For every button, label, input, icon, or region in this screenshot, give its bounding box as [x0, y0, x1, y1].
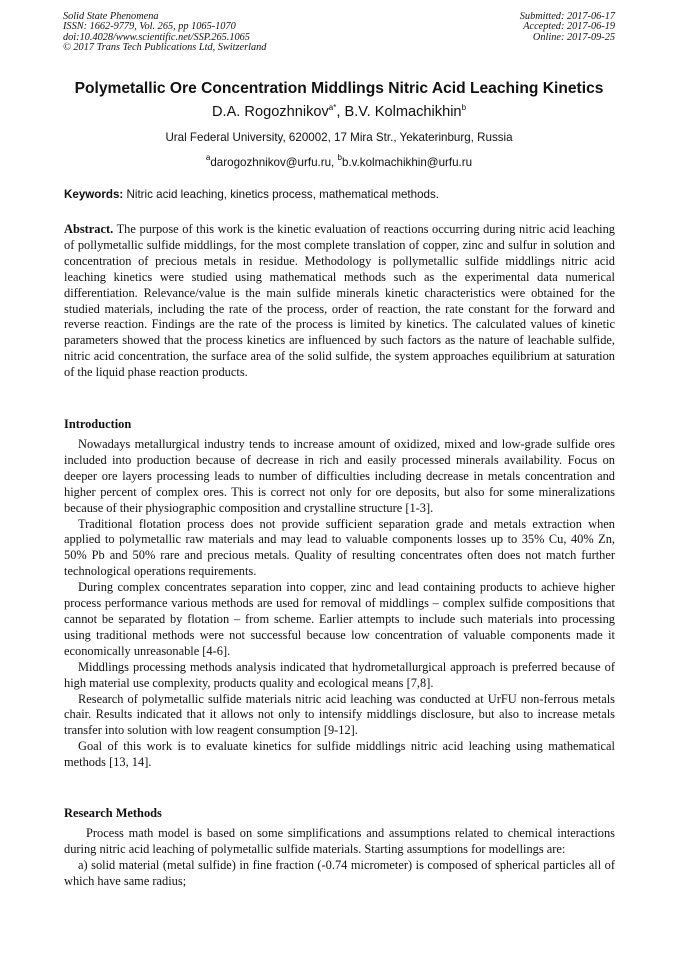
affiliation: Ural Federal University, 620002, 17 Mira Str., Yekaterinburg, Russia — [165, 131, 513, 144]
email-a[interactable]: darogozhnikov@urfu.ru, — [210, 156, 338, 169]
methods-paragraph: Process math model is based on some simplifications and assumptions related to chemical interactions during nitric acid leaching of polymetallic sulfide materials. Starting assumptions for modellings are: — [64, 826, 615, 856]
online-date: Online: 2017-09-25 — [532, 31, 615, 43]
keywords — [64, 188, 615, 201]
journal-name: Solid State Phenomena — [63, 11, 159, 22]
author-2-marker: b — [461, 103, 467, 112]
author-emails — [40, 153, 638, 169]
email-b[interactable]: b.v.kolmachikhin@urfu.ru — [341, 156, 473, 169]
abstract-label: Abstract. — [64, 222, 114, 236]
methods-list-item: a) solid material (metal sulfide) in fine fraction (-0.74 micrometer) is composed of spherical particles all of which have same radius; — [64, 857, 615, 888]
intro-paragraph: Middlings processing methods analysis indicated that hydrometallurgical approach is preferred because of high material use complexity, products quality and ecological means [7,8]. — [64, 659, 615, 690]
journal-info — [63, 12, 266, 53]
research-methods-heading: Research Methods — [64, 806, 162, 820]
introduction-heading: Introduction — [64, 417, 132, 431]
intro-paragraph: Traditional flotation process does not provide sufficient separation grade and metals extraction when applied to polymetallic raw materials and may lead to valuable components losses up to 35% Cu, 40% Zn, 50% Pb and 50% rare and precious metals. Quality of resulting concentrates often does not match further technological operations requirements. — [64, 516, 615, 579]
research-methods-section — [64, 826, 615, 890]
journal-doi: doi:10.4028/www.scientific.net/SSP.265.1065 — [63, 31, 250, 43]
abstract-text: The purpose of this work is the kinetic evaluation of reactions occurring during nitric acid leaching of pollymetallic sulfide middlings, for the most complete translation of copper, zinc and sulfur in solution and concentration of precious metals in residue. Methodology is pollymetallic sulfide middlings nitric acid leaching kinetics were studied using mathematical methods such as the experimental data numerical differentiation. Relevance/value is the main sulfide minerals kinetic characteristics were obtained for the studied materials, including the rate of the process, order of reaction, the rate constant for the forward and reverse reaction. Findings are the rate of the process is limited by kinetics. The calculated values of kinetic parameters showed that the process kinetics are influenced by such factors as the nature of leachable sulfide, nitric acid concentration, the surface area of the solid sulfide, the system approaches equilibrium at saturation of the liquid phase reaction products. — [64, 222, 615, 380]
intro-paragraph: Research of polymetallic sulfide materials nitric acid leaching was conducted at UrFU non-ferrous metals chair. Results indicated that it allows not only to intensify middlings disclosure, but also to increase metals transfer into solution with low reagent consumption [9-12]. — [64, 691, 615, 738]
keywords-text: Nitric acid leaching, kinetics process, mathematical methods. — [123, 188, 440, 201]
intro-paragraph: Goal of this work is to evaluate kinetics for sulfide middlings nitric acid leaching using mathematical methods [13, 14]. — [64, 739, 615, 770]
accepted-date: Accepted: 2017-06-19 — [523, 21, 615, 33]
intro-paragraph: Nowadays metallurgical industry tends to increase amount of oxidized, mixed and low-grade sulfide ores included into production because of decrease in rich and easily processed minerals availability. Focus on deeper ore layers processing leads to number of difficulties including decrease in metals concentration and higher percent of complex ores. This is correct not only for ore deposits, but also for some mineralizations because of their physiographic composition and crystalline structure [1-3]. — [64, 437, 615, 515]
journal-issn: ISSN: 1662-9779, Vol. 265, pp 1065-1070 — [63, 21, 236, 33]
abstract — [64, 222, 615, 381]
email-b-marker: b — [337, 153, 342, 162]
journal-copyright: © 2017 Trans Tech Publications Ltd, Switzerland — [63, 41, 267, 53]
paper-title: Polymetallic Ore Concentration Middlings Nitric Acid Leaching Kinetics — [74, 80, 604, 97]
email-a-marker: a — [205, 153, 211, 162]
author-2: B.V. Kolmachikhin — [344, 104, 462, 120]
keywords-label: Keywords: — [64, 188, 124, 201]
author-separator: , — [336, 104, 345, 120]
author-1-marker: a* — [328, 103, 337, 112]
submitted-date: Submitted: 2017-06-17 — [519, 11, 615, 22]
publication-dates — [520, 12, 615, 43]
author-list — [40, 103, 638, 120]
intro-paragraph: During complex concentrates separation into copper, zinc and lead containing products to achieve higher process performance various methods are used for removal of middlings – complex sulfide compositions that cannot be separated by flotation – from scheme. Earlier attempts to include such materials into processing using traditional methods were not successful because low concentration of valuable components made it economically unreasonable [4-6]. — [64, 580, 615, 658]
journal-header — [63, 12, 615, 62]
introduction-section — [64, 437, 615, 771]
author-1: D.A. Rogozhnikov — [211, 104, 329, 120]
